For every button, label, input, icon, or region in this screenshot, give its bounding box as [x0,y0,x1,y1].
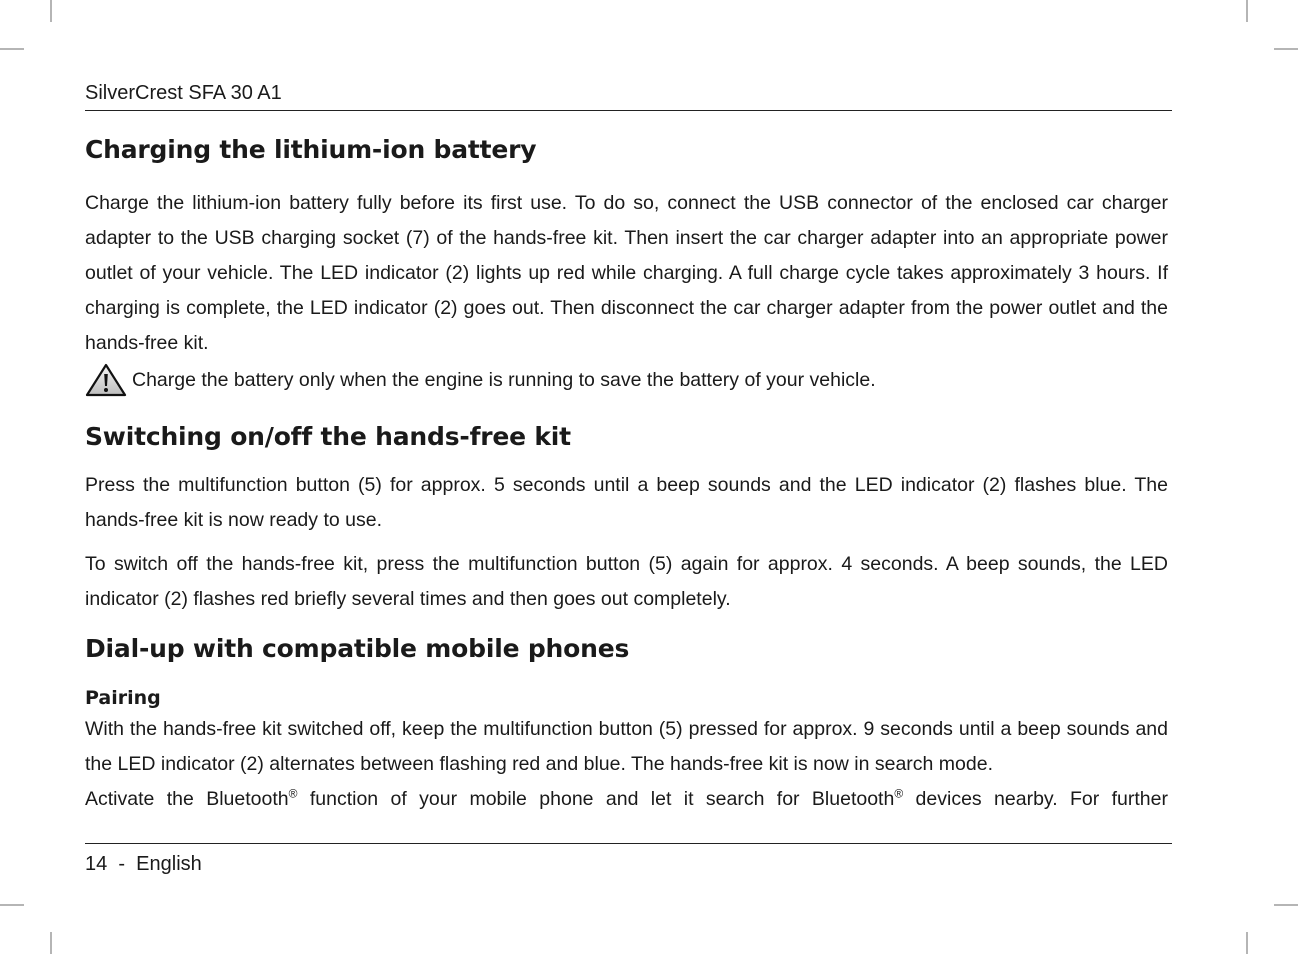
section-heading-charging: Charging the lithium-ion battery [85,135,537,164]
charging-paragraph: Charge the lithium-ion battery fully before its first use. To do so, connect the USB connector of the enclosed car charger adapter to the USB charging socket (7) of the hands-free kit. Then insert the car charger adapter into an appropriate power outlet of your vehicle. The LED indicator (2) lights up red while charging. A full charge cycle takes approximately 3 hours. If charging is complete, the LED indicator (2) goes out. Then disconnect the car charger adapter from the power outlet and the hands-free kit. [85,192,1168,354]
pairing-paragraph: With the hands-free kit switched off, keep the multifunction button (5) pressed for approx. 9 seconds until a beep sounds and the LED indicator (2) alternates between flashing red and blue. The hands-free kit is now in search mode. [85,718,1168,775]
section-heading-switching: Switching on/off the hands-free kit [85,422,571,451]
section-heading-dialup: Dial-up with compatible mobile phones [85,634,630,663]
warning-note [85,363,1168,397]
crop-mark [1274,48,1298,50]
footer-rule [85,843,1172,844]
page-number: 14 [85,853,108,875]
crop-mark [0,48,24,50]
page-content [85,128,1168,817]
footer-language: English [136,853,202,875]
crop-mark [0,904,24,906]
running-header: SilverCrest SFA 30 A1 [85,82,282,104]
header-rule [85,110,1172,111]
footer-separator: - [118,853,126,875]
warning-triangle-icon [85,363,127,397]
subheading-pairing: Pairing [85,687,161,709]
crop-mark [50,0,52,22]
page-footer [85,851,202,877]
crop-mark [1274,904,1298,906]
crop-mark [50,932,52,954]
switching-paragraph-off: To switch off the hands-free kit, press the multifunction button (5) again for approx. 4 seconds. A beep sounds, the LED indicator (2) flashes red briefly several times and then goes out completely. [85,553,1168,610]
crop-mark [1246,0,1248,22]
warning-text: Charge the battery only when the engine is running to save the battery of your vehicle. [132,369,876,391]
switching-paragraph-on: Press the multifunction button (5) for approx. 5 seconds until a beep sounds and the LED indicator (2) flashes blue. The hands-free kit is now ready to use. [85,474,1168,531]
crop-mark [1246,932,1248,954]
pairing-paragraph-continued: Activate the Bluetooth® function of your mobile phone and let it search for Bluetooth® devices nearby. For further [85,786,1168,810]
